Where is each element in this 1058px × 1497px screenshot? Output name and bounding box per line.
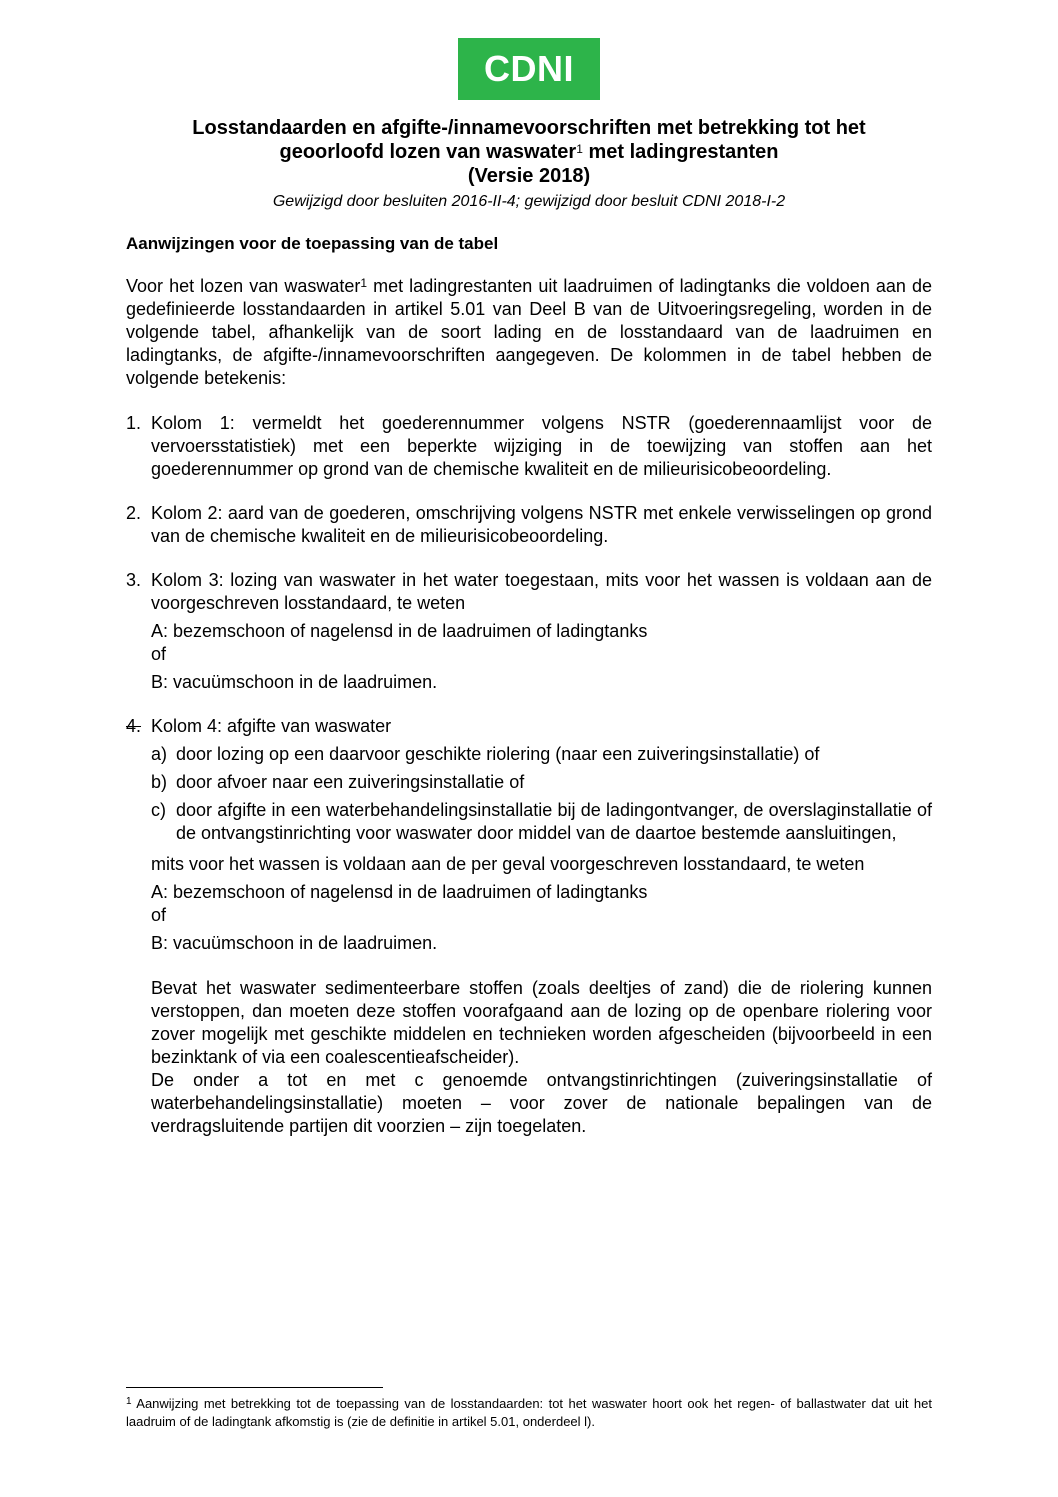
title-line-1: Losstandaarden en afgifte-/innamevoorschriften met betrekking tot het	[192, 117, 866, 139]
option-or: of	[151, 905, 167, 925]
list-number: 2.	[126, 503, 142, 523]
option-a: A: bezemschoon of nagelensd in de laadruimen of ladingtanks	[151, 882, 648, 902]
sub-item-letter: c)	[151, 800, 166, 820]
document-body	[126, 232, 932, 1159]
list-number: 4.	[126, 716, 142, 736]
list-item-kolom-4	[126, 715, 932, 1138]
list-item-body	[151, 569, 932, 694]
sub-item-a	[151, 743, 932, 766]
footnote-text: Aanwijzing met betrekking tot de toepassing van de losstandaarden: tot het waswater hoort ook het regen- of ballastwater dat uit het laadruim of de ladingtank afkomstig is (zie de definitie in artikel 5.01, onderdeel l).	[126, 1396, 932, 1429]
title-line-2-end: met ladingrestanten	[582, 141, 779, 163]
intro-text-end: met ladingrestanten uit laadruimen of ladingtanks die voldoen aan de gedefinieerde losstandaarden in artikel 5.01 van Deel B van de Uitvoeringsregeling, worden in de volgende tabel, afhankelijk van de soort lading en de losstandaard van de laadruimen en ladingtanks, de afgifte-/innamevoorschriften aangegeven. De kolommen in de tabel hebben de volgende betekenis:	[126, 276, 933, 388]
sub-item-letter: b)	[151, 772, 168, 792]
section-heading: Aanwijzingen voor de toepassing van de tabel	[126, 234, 499, 253]
intro-text-start: Voor het lozen van waswater	[126, 276, 361, 296]
sub-item-c	[151, 799, 932, 845]
option-b: B: vacuümschoon in de laadruimen.	[151, 933, 438, 953]
list-item-body	[151, 715, 932, 1138]
document-subtitle: Gewijzigd door besluiten 2016-II-4; gewijzigd door besluit CDNI 2018-I-2	[272, 193, 786, 210]
list-number: 1.	[126, 413, 142, 433]
logo-text: CDNI	[484, 48, 574, 89]
option-or: of	[151, 644, 167, 664]
sediment-paragraph: Bevat het waswater sedimenteerbare stoffen (zoals deeltjes of zand) die de riolering kunnen verstoppen, dan moeten deze stoffen voorafgaand aan de lozing op de openbare riolering voor zover mogelijk met geschikte middelen en technieken worden afgescheiden (bijvoorbeeld in een bezinktank of via een coalescentieafscheider).	[151, 978, 932, 1067]
list-item-kolom-2	[126, 502, 932, 548]
title-version: (Versie 2018)	[467, 165, 591, 187]
sub-item-text: door afgifte in een waterbehandelingsinstallatie bij de ladingontvanger, de overslaginstallatie of de ontvangstinrichting voor waswater door middel van de daartoe bestemde aansluitingen,	[176, 800, 932, 843]
footnote-reference: 1	[360, 276, 368, 290]
mits-text: mits voor het wassen is voldaan aan de per geval voorgeschreven losstandaard, te weten	[151, 854, 865, 874]
list-item-kolom-1	[126, 412, 932, 481]
title-line-2	[0, 140, 1058, 164]
list-item-text: Kolom 2: aard van de goederen, omschrijving volgens NSTR met enkele verwisselingen op grond van de chemische kwaliteit en de milieurisicobeoordeling.	[151, 503, 932, 546]
footnote-reference: 1	[576, 142, 583, 156]
footnote	[126, 1395, 932, 1431]
cdni-logo	[458, 38, 600, 100]
list-item-kolom-3	[126, 569, 932, 694]
sub-item-text: door afvoer naar een zuiveringsinstallatie of	[176, 772, 525, 792]
footnote-mark: 1	[126, 1396, 132, 1407]
list-item-text: Kolom 4: afgifte van waswater	[151, 716, 392, 736]
title-line-2-start: geoorloofd lozen van waswater	[279, 141, 577, 163]
option-a: A: bezemschoon of nagelensd in de laadruimen of ladingtanks	[151, 621, 648, 641]
option-b: B: vacuümschoon in de laadruimen.	[151, 672, 438, 692]
approval-paragraph: De onder a tot en met c genoemde ontvangstinrichtingen (zuiveringsinstallatie of waterbehandelingsinstallatie) moeten – voor zover de nationale bepalingen van de verdragsluitende partijen dit voorzien – zijn toegelaten.	[151, 1070, 932, 1136]
footnote-divider	[126, 1387, 383, 1388]
document-title	[0, 116, 1058, 214]
sub-item-b	[151, 771, 932, 794]
sub-item-letter: a)	[151, 744, 168, 764]
list-item-text: Kolom 3: lozing van waswater in het water toegestaan, mits voor het wassen is voldaan aan de voorgeschreven losstandaard, te weten	[151, 570, 932, 613]
list-number: 3.	[126, 570, 142, 590]
list-item-text: Kolom 1: vermeldt het goederennummer volgens NSTR (goederennaamlijst voor de vervoersstatistiek) met een beperkte wijziging in de toewijzing van stoffen aan het goederennummer op grond van de chemische kwaliteit en de milieurisicobeoordeling.	[151, 413, 932, 479]
sub-item-text: door lozing op een daarvoor geschikte riolering (naar een zuiveringsinstallatie) of	[176, 744, 820, 764]
intro-paragraph	[126, 275, 932, 390]
